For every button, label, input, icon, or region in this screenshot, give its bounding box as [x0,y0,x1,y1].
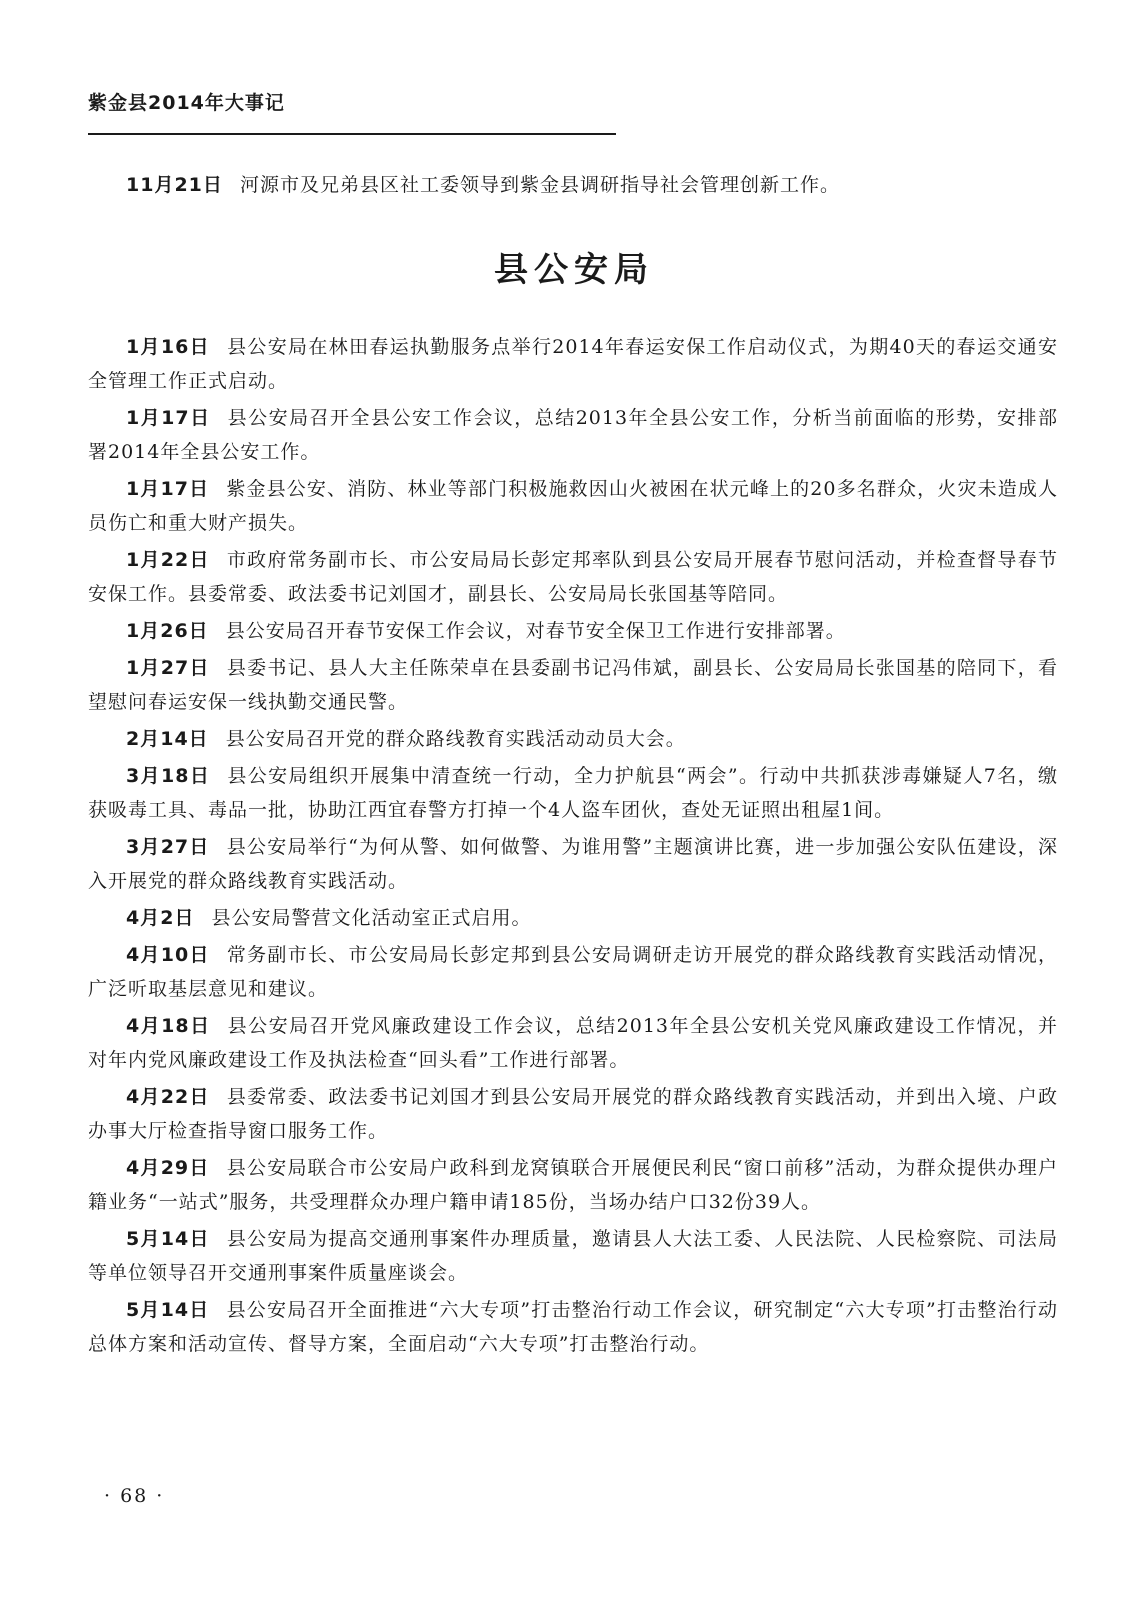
list-item [88,938,1058,1006]
entry-text: 县公安局举行“为何从警、如何做警、为谁用警”主题演讲比赛，进一步加强公安队伍建设，深入开展党的群众路线教育实践活动。 [88,836,1058,892]
entry-date: 3月27日 [126,836,210,858]
page-number: · 68 · [104,1485,165,1507]
entry-date: 1月16日 [126,336,210,358]
list-item [88,472,1058,540]
entry-text: 市政府常务副市长、市公安局局长彭定邦率队到县公安局开展春节慰问活动，并检查督导春节安保工作。县委常委、政法委书记刘国才，副县长、公安局局长张国基等陪同。 [88,549,1058,605]
entry-text: 县委常委、政法委书记刘国才到县公安局开展党的群众路线教育实践活动，并到出入境、户政办事大厅检查指导窗口服务工作。 [88,1086,1058,1142]
entry-text: 常务副市长、市公安局局长彭定邦到县公安局调研走访开展党的群众路线教育实践活动情况，广泛听取基层意见和建议。 [88,944,1058,1000]
list-item [88,722,1058,756]
list-item [88,830,1058,898]
entry-text: 县公安局召开春节安保工作会议，对春节安全保卫工作进行安排部署。 [225,620,846,642]
entry-date: 4月29日 [126,1157,210,1179]
entry-date: 4月22日 [126,1086,210,1108]
entry-date: 1月22日 [126,549,210,571]
list-item [88,759,1058,827]
list-item [88,651,1058,719]
entry-text: 河源市及兄弟县区社工委领导到紫金县调研指导社会管理创新工作。 [239,174,840,196]
entry-date: 4月18日 [126,1015,211,1037]
section-title: 县公安局 [494,250,654,290]
entry-text: 县公安局召开党风廉政建设工作会议，总结2013年全县公安机关党风廉政建设工作情况，并对年内党风廉政建设工作及执法检查“回头看”工作进行部署。 [88,1015,1058,1071]
entry-text: 县公安局在林田春运执勤服务点举行2014年春运安保工作启动仪式，为期40天的春运交通安全管理工作正式启动。 [88,336,1058,392]
list-item [88,1151,1058,1219]
list-item [88,1222,1058,1290]
entry-date: 4月2日 [126,907,195,929]
entry-date: 3月18日 [126,765,211,787]
entry-date: 5月14日 [126,1299,210,1321]
entry-text: 县公安局联合市公安局户政科到龙窝镇联合开展便民利民“窗口前移”活动，为群众提供办理户籍业务“一站式”服务，共受理群众办理户籍申请185份，当场办结户口32份39人。 [88,1157,1058,1213]
entry-date: 2月14日 [126,728,209,750]
entry-text: 县公安局召开全县公安工作会议，总结2013年全县公安工作，分析当前面临的形势，安排部署2014年全县公安工作。 [88,407,1058,463]
entry-text: 县公安局召开党的群众路线教育实践活动动员大会。 [225,728,686,750]
header-rule [88,133,616,135]
entry-text: 紫金县公安、消防、林业等部门积极施救因山火被困在状元峰上的20多名群众，火灾未造成人员伤亡和重大财产损失。 [88,478,1058,534]
entry-text: 县公安局警营文化活动室正式启用。 [211,907,532,929]
list-item [88,330,1058,398]
list-item [88,1009,1058,1077]
entry-date: 1月17日 [126,407,211,429]
list-item [88,1080,1058,1148]
list-item [88,901,1058,935]
entry-date: 1月17日 [126,478,210,500]
entry-text: 县公安局组织开展集中清查统一行动，全力护航县“两会”。行动中共抓获涉毒嫌疑人7名，缴获吸毒工具、毒品一批，协助江西宜春警方打掉一个4人盗车团伙，查处无证照出租屋1间。 [88,765,1058,821]
list-item [88,1293,1058,1361]
running-header: 紫金县2014年大事记 [88,92,285,114]
entry-date: 11月21日 [126,174,223,196]
list-item [88,401,1058,469]
list-item [88,543,1058,611]
entry-list [88,330,1058,1364]
entry-date: 1月27日 [126,657,210,679]
entry-date: 4月10日 [126,944,210,966]
entry-text: 县公安局召开全面推进“六大专项”打击整治行动工作会议，研究制定“六大专项”打击整治行动总体方案和活动宣传、督导方案，全面启动“六大专项”打击整治行动。 [88,1299,1058,1355]
intro-entry [88,168,1058,202]
list-item [88,614,1058,648]
entry-date: 1月26日 [126,620,209,642]
entry-text: 县公安局为提高交通刑事案件办理质量，邀请县人大法工委、人民法院、人民检察院、司法局等单位领导召开交通刑事案件质量座谈会。 [88,1228,1058,1284]
entry-date: 5月14日 [126,1228,210,1250]
entry-text: 县委书记、县人大主任陈荣卓在县委副书记冯伟斌，副县长、公安局局长张国基的陪同下，看望慰问春运安保一线执勤交通民警。 [88,657,1058,713]
